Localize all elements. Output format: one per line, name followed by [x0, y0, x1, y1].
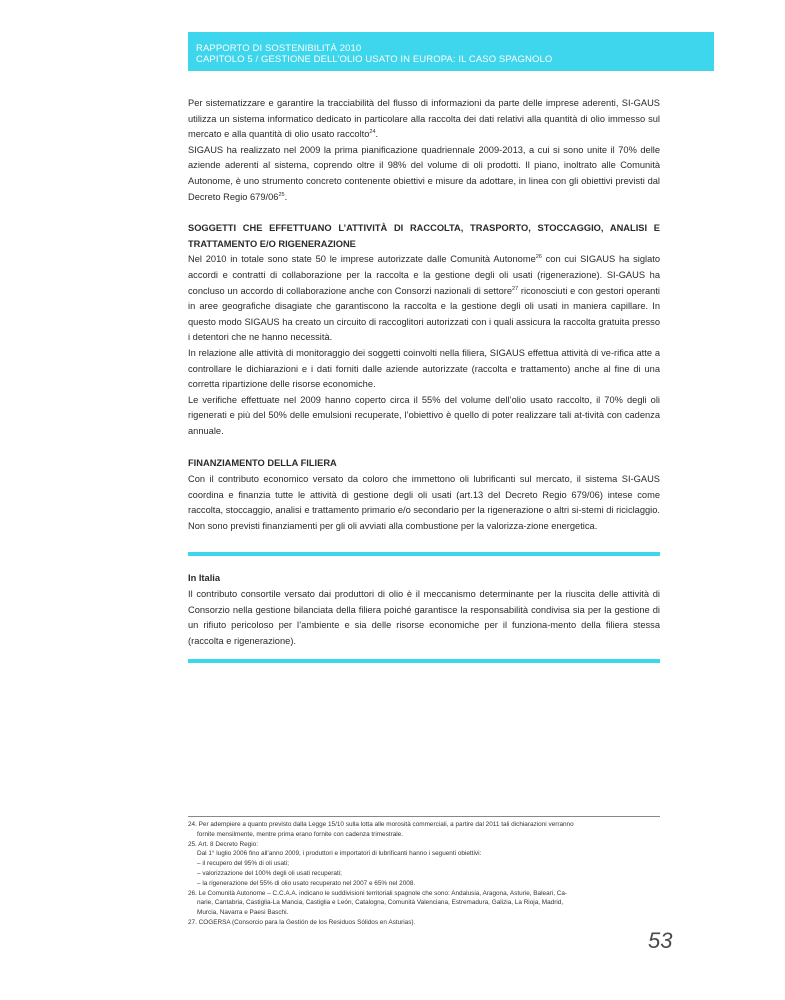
main-content: [188, 96, 660, 663]
footnote-26-cont: Murcia, Navarra e Paesi Baschi.: [197, 909, 289, 917]
section1-paragraph-1: Nel 2010 in totale sono state 50 le imprese autorizzate dalle Comunità Autonome$^{26}$ con cui SIGAUS ha siglato accordi e contratti di collaborazione per la raccolta e la gestione degli oli usati (rigenerazione). SI-GAUS ha concluso un accordo di collaborazione anche con Consorzi nazionali di settore$^{27}$ riconosciuti e con gestori operanti in aree geografiche disagiate che garantiscono la raccolta e la gestione degli oli usati in maniera capillare. In questo modo SIGAUS ha creato un circuito di raccoglitori autorizzati con i quali assicura la raccolta gratuita presso i detentori che ne hanno necessità.: [188, 254, 660, 343]
footnote-ref: 27: [512, 285, 519, 292]
footnote-25: 25. Art. 8 Decreto Regio:: [188, 840, 258, 848]
box-text: Il contributo consortile versato dai produttori di olio è il meccanismo determinante per la riuscita delle attività di Consorzio nella gestione bilanciata della filiera poiché garantisce la responsabilità condivisa sia per la gestione di un rifiuto pericoloso per l’ambiente e sia delle risorse economiche per il funziona-mento della filiera stessa (raccolta e rigenerazione).: [188, 589, 660, 646]
page-number: 53: [648, 928, 673, 953]
footnote-26-cont: narie, Cantabria, Castiglia-La Mancia, Castiglia e León, Catalogna, Comunità Valenciana, Estremadura, Galizia, La Rioja, Madrid,: [197, 899, 564, 907]
italy-box: [188, 556, 660, 659]
intro-paragraph-1: Per sistematizzare e garantire la tracciabilità del flusso di informazioni da parte delle imprese aderenti, SI-GAUS utilizza un sistema informatico dedicato in particolare alla raccolta dei dati relativi alla quantità di olio immesso sul mercato e alla quantità di olio usato raccolto$^{24}$.: [188, 98, 660, 140]
box-heading: In Italia: [188, 573, 221, 584]
box-bottom-rule: [188, 659, 660, 663]
footnote-24: 24. Per adempiere a quanto previsto dalla Legge 15/10 sulla lotta alle morosità commerciali, a partire dal 2011 tali dichiarazioni verranno: [188, 821, 574, 828]
chapter-title: CAPITOLO 5 / GESTIONE DELL’OLIO USATO IN EUROPA: IL CASO SPAGNOLO: [196, 53, 553, 65]
footnote-ref: 24: [369, 129, 376, 136]
footnote-25-item: – il recupero del 95% di oli usati;: [197, 860, 290, 868]
footnote-26: 26. Le Comunità Autonome – C.C.A.A. indicano le suddivisioni territoriali spagnole che sono: Andalusia, Aragona, Asturie, Baleari, Ca-: [188, 889, 568, 897]
footnote-ref: 25: [278, 191, 285, 198]
footnote-ref: 26: [535, 254, 542, 261]
section1-paragraph-3: Le verifiche effettuate nel 2009 hanno coperto circa il 55% del volume dell’olio usato raccolto, il 70% degli oli rigenerati e più del 50% delle emulsioni recuperate, l’obiettivo è quello di poter realizzare tali at-tività con cadenza annuale.: [188, 394, 660, 436]
intro-paragraph-2: SIGAUS ha realizzato nel 2009 la prima pianificazione quadriennale 2009-2013, a cui si sono unite il 70% delle aziende aderenti al sistema, coprendo oltre il 98% del volume di oli prodotti. Il piano, inoltrato alle Comunità Autonome, è uno strumento concreto contenente obiettivi e misure da adottare, in linea con gli obiettivi previsti dal Decreto Regio $679/06^{25}$.: [188, 144, 660, 202]
report-title: RAPPORTO DI SOSTENIBILITÀ 2010: [196, 43, 362, 54]
section1-paragraph-2: In relazione alle attività di monitoraggio dei soggetti coinvolti nella filiera, SIGAUS effettua attività di ve-rifica atte a controllare le dichiarazioni e i dati forniti dalle aziende autorizzate (raccolta e trattamento) anche al fine di una corretta ripartizione delle risorse economiche.: [188, 347, 660, 390]
footnote-24-cont: fornite mensilmente, mentre prima erano fornite con cadenza trimestrale.: [197, 830, 404, 838]
section-heading-funding: FINANZIAMENTO DELLA FILIERA: [188, 458, 337, 469]
section-heading-collection: SOGGETTI CHE EFFETTUANO L’ATTIVITÀ DI RACCOLTA, TRASPORTO, STOCCAGGIO, ANALISI E TRATTAMENTO E/O RIGENERAZIONE: [188, 223, 660, 249]
footnote-25-item: – valorizzazione del 100% degli oli usati recuperati;: [197, 869, 342, 877]
footnote-25-item: – la rigenerazione del 55% di olio usato recuperato nel 2007 e 65% nel 2008.: [197, 879, 416, 887]
chapter-header-bar: [188, 32, 714, 71]
footnotes: [188, 816, 660, 928]
footnote-25-line: Dal 1° luglio 2006 fino all’anno 2009, i produttori e importatori di lubrificanti hanno i seguenti obiettivi:: [197, 850, 482, 858]
section2-paragraph-1: Con il contributo economico versato da coloro che immettono oli lubrificanti sul mercato, il sistema SI-GAUS coordina e finanzia tutte le attività di gestione degli oli usati (art.13 del Decreto Regio 679/06) intese come raccolta, stoccaggio, analisi e trattamento primario e/o secondario per la rigenerazione o altri si-stemi di riciclaggio. Non sono previsti finanziamenti per gli oli avviati alla combustione per la valorizza-zione energetica.: [188, 474, 660, 531]
footnote-27: 27. COGERSA (Consorcio para la Gestión de los Residuos Sólidos en Asturias).: [188, 918, 416, 926]
